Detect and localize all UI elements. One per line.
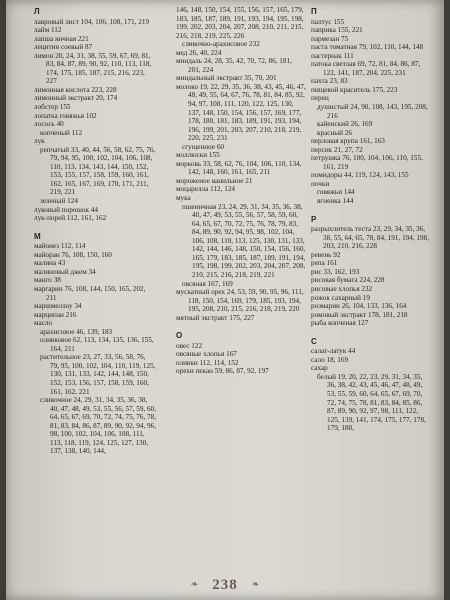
index-entry: салат-латук 44 — [311, 347, 356, 356]
index-letter-heading: Р — [311, 214, 317, 224]
index-entry: мороженое ванильное 21 — [176, 176, 253, 185]
index-entry: овес 122 — [176, 341, 203, 350]
index-entry: ромовый экстракт 178, 181, 218 — [311, 310, 408, 319]
index-entry: сало 18, 169 — [311, 355, 349, 364]
index-entry: помидоры 44, 119, 124, 143, 155 — [311, 171, 409, 180]
index-entry: пищевой краситель 175, 223 — [311, 85, 398, 94]
index-entry: морковь 33, 58, 62, 76, 104, 106, 110, 134, 142, 148, 160, 161, 165, 211 — [176, 159, 302, 177]
index-entry: рожок сахарный 19 — [311, 293, 370, 302]
index-entry: лимонный экстракт 20, 174 — [34, 94, 118, 103]
index-entry: оливки 112, 114, 152 — [176, 358, 239, 367]
index-entry: лимон 20, 24, 31, 38, 55, 59, 67, 69, 81, 83, 84, 87, 89, 90, 92, 110, 113, 118, 174, 175, 185, 187, 215, 216, 223, 227 — [34, 51, 152, 86]
index-entry: майонез 112, 114 — [34, 242, 86, 251]
index-subentry: сливочное 24, 29, 31, 34, 35, 36, 38, 40, 47, 48, 49, 53, 55, 56, 57, 59, 60, 64, 65, 67, 69, 70, 72, 74, 75, 76, 78, 81, 83, 84, 86, 87, 89, 90, 92, 94, 96, 98, 100, 102, 104, 106, 108, 111, 113, 118, 119, 124, 125, 127, 130, 137, 138, 140, 144, — [40, 396, 157, 456]
index-entry: лосось 40 — [34, 120, 64, 129]
index-entry-continuation: 146, 148, 150, 154, 155, 156, 157, 165, 179, 183, 185, 187, 189, 191, 193, 194, 195, 198, 199, 202, 203, 204, 207, 208, 210, 211, 215, 216, 218, 219, 225, 226 — [176, 6, 304, 40]
index-entry: майоран 76, 108, 150, 160 — [34, 250, 112, 259]
index-entry: малина 43 — [34, 259, 66, 268]
index-entry: мускатный орех 24, 53, 59, 90, 95, 96, 111, 118, 150, 154, 169, 179, 185, 193, 194, 195, 208, 210, 215, 216, 218, 219, 220 — [176, 288, 304, 314]
index-entry: лук — [34, 137, 45, 146]
index-entry: персик 21, 27, 72 — [311, 145, 363, 154]
index-entry: лимонная кислота 223, 228 — [34, 85, 117, 94]
index-entry: орехи пекан 59, 86, 87, 92, 197 — [176, 367, 269, 376]
index-entry: манго 38 — [34, 276, 61, 285]
index-entry: почки — [311, 179, 330, 188]
page-footer — [6, 576, 444, 594]
index-entry: перловая крупа 161, 163 — [311, 137, 385, 146]
index-subentry: овсяная 167, 169 — [182, 279, 233, 288]
index-letter-heading: М — [34, 231, 41, 241]
index-entry: рисовые хлопья 232 — [311, 284, 373, 293]
index-entry: луковый порошок 44 — [34, 205, 98, 214]
index-column-1 — [34, 6, 156, 456]
index-entry: разрыхлитель теста 23, 29, 34, 35, 36, 38, 55, 64, 65, 78, 84, 191, 194, 198, 203, 210, 216, 228 — [311, 225, 430, 251]
index-entry: масло — [34, 319, 53, 328]
index-entry: ревень 92 — [311, 250, 341, 259]
index-entry: миндальный экстракт 35, 70, 201 — [176, 74, 277, 83]
ornament-left-icon: ❧ — [190, 579, 199, 589]
index-letter-heading: С — [311, 336, 317, 346]
index-entry: молоко 19, 22, 29, 35, 36, 38, 43, 45, 46, 47, 48, 49, 55, 64, 67, 76, 78, 81, 84, 85, 92, 94, 97, 108, 111, 120, 122, 125, 130, 137, 148, 150, 154, 156, 157, 169, 177, 178, 180, 181, 183, 189, 191, 193, 194, 196, 199, 201, 203, 207, 210, 218, 219, 220, 225, 231 — [176, 82, 306, 143]
index-subentry: арахисовое 46, 139, 183 — [40, 327, 113, 336]
index-entry: пастернак 111 — [311, 51, 354, 60]
index-entry: лавровый лист 104, 106, 108, 171, 219 — [34, 17, 150, 26]
index-subentry: сгущенное 60 — [182, 142, 225, 151]
index-entry: сахар — [311, 364, 328, 373]
index-subentry: растительное 23, 27, 33, 56, 58, 76, 79, 95, 100, 102, 104, 110, 119, 125, 130, 131, 133, 142, 144, 148, 150, 152, 153, 156, 157, 158, 159, 160, 161, 162, 221 — [40, 353, 156, 396]
index-entry: рыба копченая 127 — [311, 319, 369, 328]
index-subentry: сливочно-арахисовое 232 — [182, 40, 260, 49]
index-column-3 — [311, 6, 429, 433]
index-subentry: копченый 112 — [40, 128, 83, 137]
index-entry: марципан 216 — [34, 310, 77, 319]
index-page — [6, 0, 444, 600]
index-entry: маргарин 76, 108, 144, 150, 165, 202, 211 — [34, 284, 146, 302]
index-entry: паста томатная 79, 102, 110, 144, 148 — [311, 43, 424, 52]
index-subentry: говяжьи 144 — [317, 188, 355, 197]
index-entry: лопатка говяжья 102 — [34, 111, 97, 120]
index-entry: рисовая бумага 224, 228 — [311, 276, 385, 285]
index-subentry: зеленый 124 — [40, 197, 78, 206]
index-entry: миндаль 24, 28, 35, 42, 70, 72, 86, 181, 201, 224 — [176, 57, 292, 74]
index-entry: лайм 112 — [34, 26, 62, 35]
index-entry: овсяные хлопья 167 — [176, 350, 237, 359]
index-entry: петрушка 76, 100, 104, 106, 110, 155, 161, 219 — [311, 154, 423, 171]
index-entry: лапша яичная 221 — [34, 34, 89, 43]
index-entry: пармезан 75 — [311, 34, 349, 43]
index-entry: мука — [176, 194, 191, 203]
index-subentry: оливковое 62, 113, 134, 135, 136, 155, 164, 211 — [40, 336, 154, 353]
index-entry: моцарелла 112, 124 — [176, 185, 236, 194]
index-entry: перец — [311, 94, 329, 103]
ornament-right-icon: ❧ — [251, 579, 260, 589]
index-subentry: ягненка 144 — [317, 197, 354, 206]
index-column-2 — [176, 6, 306, 376]
index-entry: мед 26, 40, 224 — [176, 48, 222, 57]
index-subentry: кайенский 26, 169 — [317, 120, 373, 129]
index-letter-heading: П — [311, 7, 317, 16]
index-entry: палтус 155 — [311, 17, 345, 26]
index-entry: розмарин 26, 104, 133, 136, 164 — [311, 302, 407, 311]
index-entry: маршмеллоу 34 — [34, 302, 82, 311]
index-entry: патока светлая 69, 72, 81, 84, 86, 87, 122, 141, 187, 204, 225, 231 — [311, 60, 421, 77]
index-entry: лецитин соевый 87 — [34, 43, 93, 52]
index-entry: лобстер 155 — [34, 103, 71, 112]
index-subentry: репчатый 33, 40, 44, 56, 58, 62, 75, 76, 79, 94, 95, 100, 102, 104, 106, 108, 110, 113, 134, 143, 144, 150, 152, 153, 155, 157, 158, 159, 160, 161, 162, 165, 167, 169, 170, 171, 211, 219, 221 — [40, 145, 156, 197]
index-entry: рис 33, 162, 193 — [311, 267, 360, 276]
index-entry: лук-порей 112, 161, 162 — [34, 214, 107, 223]
index-entry: мятный экстракт 175, 227 — [176, 313, 255, 322]
index-entry: репа 161 — [311, 259, 338, 268]
index-letter-heading: О — [176, 331, 183, 341]
index-subentry: белый 19, 20, 22, 23, 29, 31, 34, 35, 36, 38, 42, 43, 45, 46, 47, 48, 49, 53, 55, 59, 60, 64, 65, 67, 69, 70, 72, 74, 75, 78, 81, 83, 84, 85, 86, 87, 89, 90, 92, 97, 98, 111, 122, 125, 139, 141, 174, 175, 177, 178, 179, 180, — [317, 372, 426, 433]
index-letter-heading: Л — [34, 7, 40, 16]
index-entry: паприка 155, 221 — [311, 26, 363, 35]
index-entry: моллюски 155 — [176, 151, 220, 160]
index-subentry: красный 26 — [317, 128, 352, 137]
index-subentry: душистый 24, 90, 108, 143, 195, 208, 216 — [317, 103, 428, 120]
index-entry: малиновый джем 34 — [34, 267, 96, 276]
page-number: 238 — [212, 577, 238, 593]
index-entry: пахта 23, 83 — [311, 77, 348, 86]
index-subentry: пшеничная 23, 24, 29, 31, 34, 35, 36, 38, 40, 47, 49, 53, 55, 56, 57, 58, 59, 60, 64, 65, 67, 70, 72, 75, 76, 78, 79, 83, 84, 89, 90, 92, 94, 95, 98, 102, 104, 106, 108, 110, 113, 125, 130, 131, 133, 142, 144, 146, 148, 150, 154, 156, 160, 165, 179, 183, 185, 187, 189, 191, 194, 195, 198, 199, 202, 203, 204, 207, 208, 210, 215, 216, 218, 219, 221 — [182, 202, 306, 279]
